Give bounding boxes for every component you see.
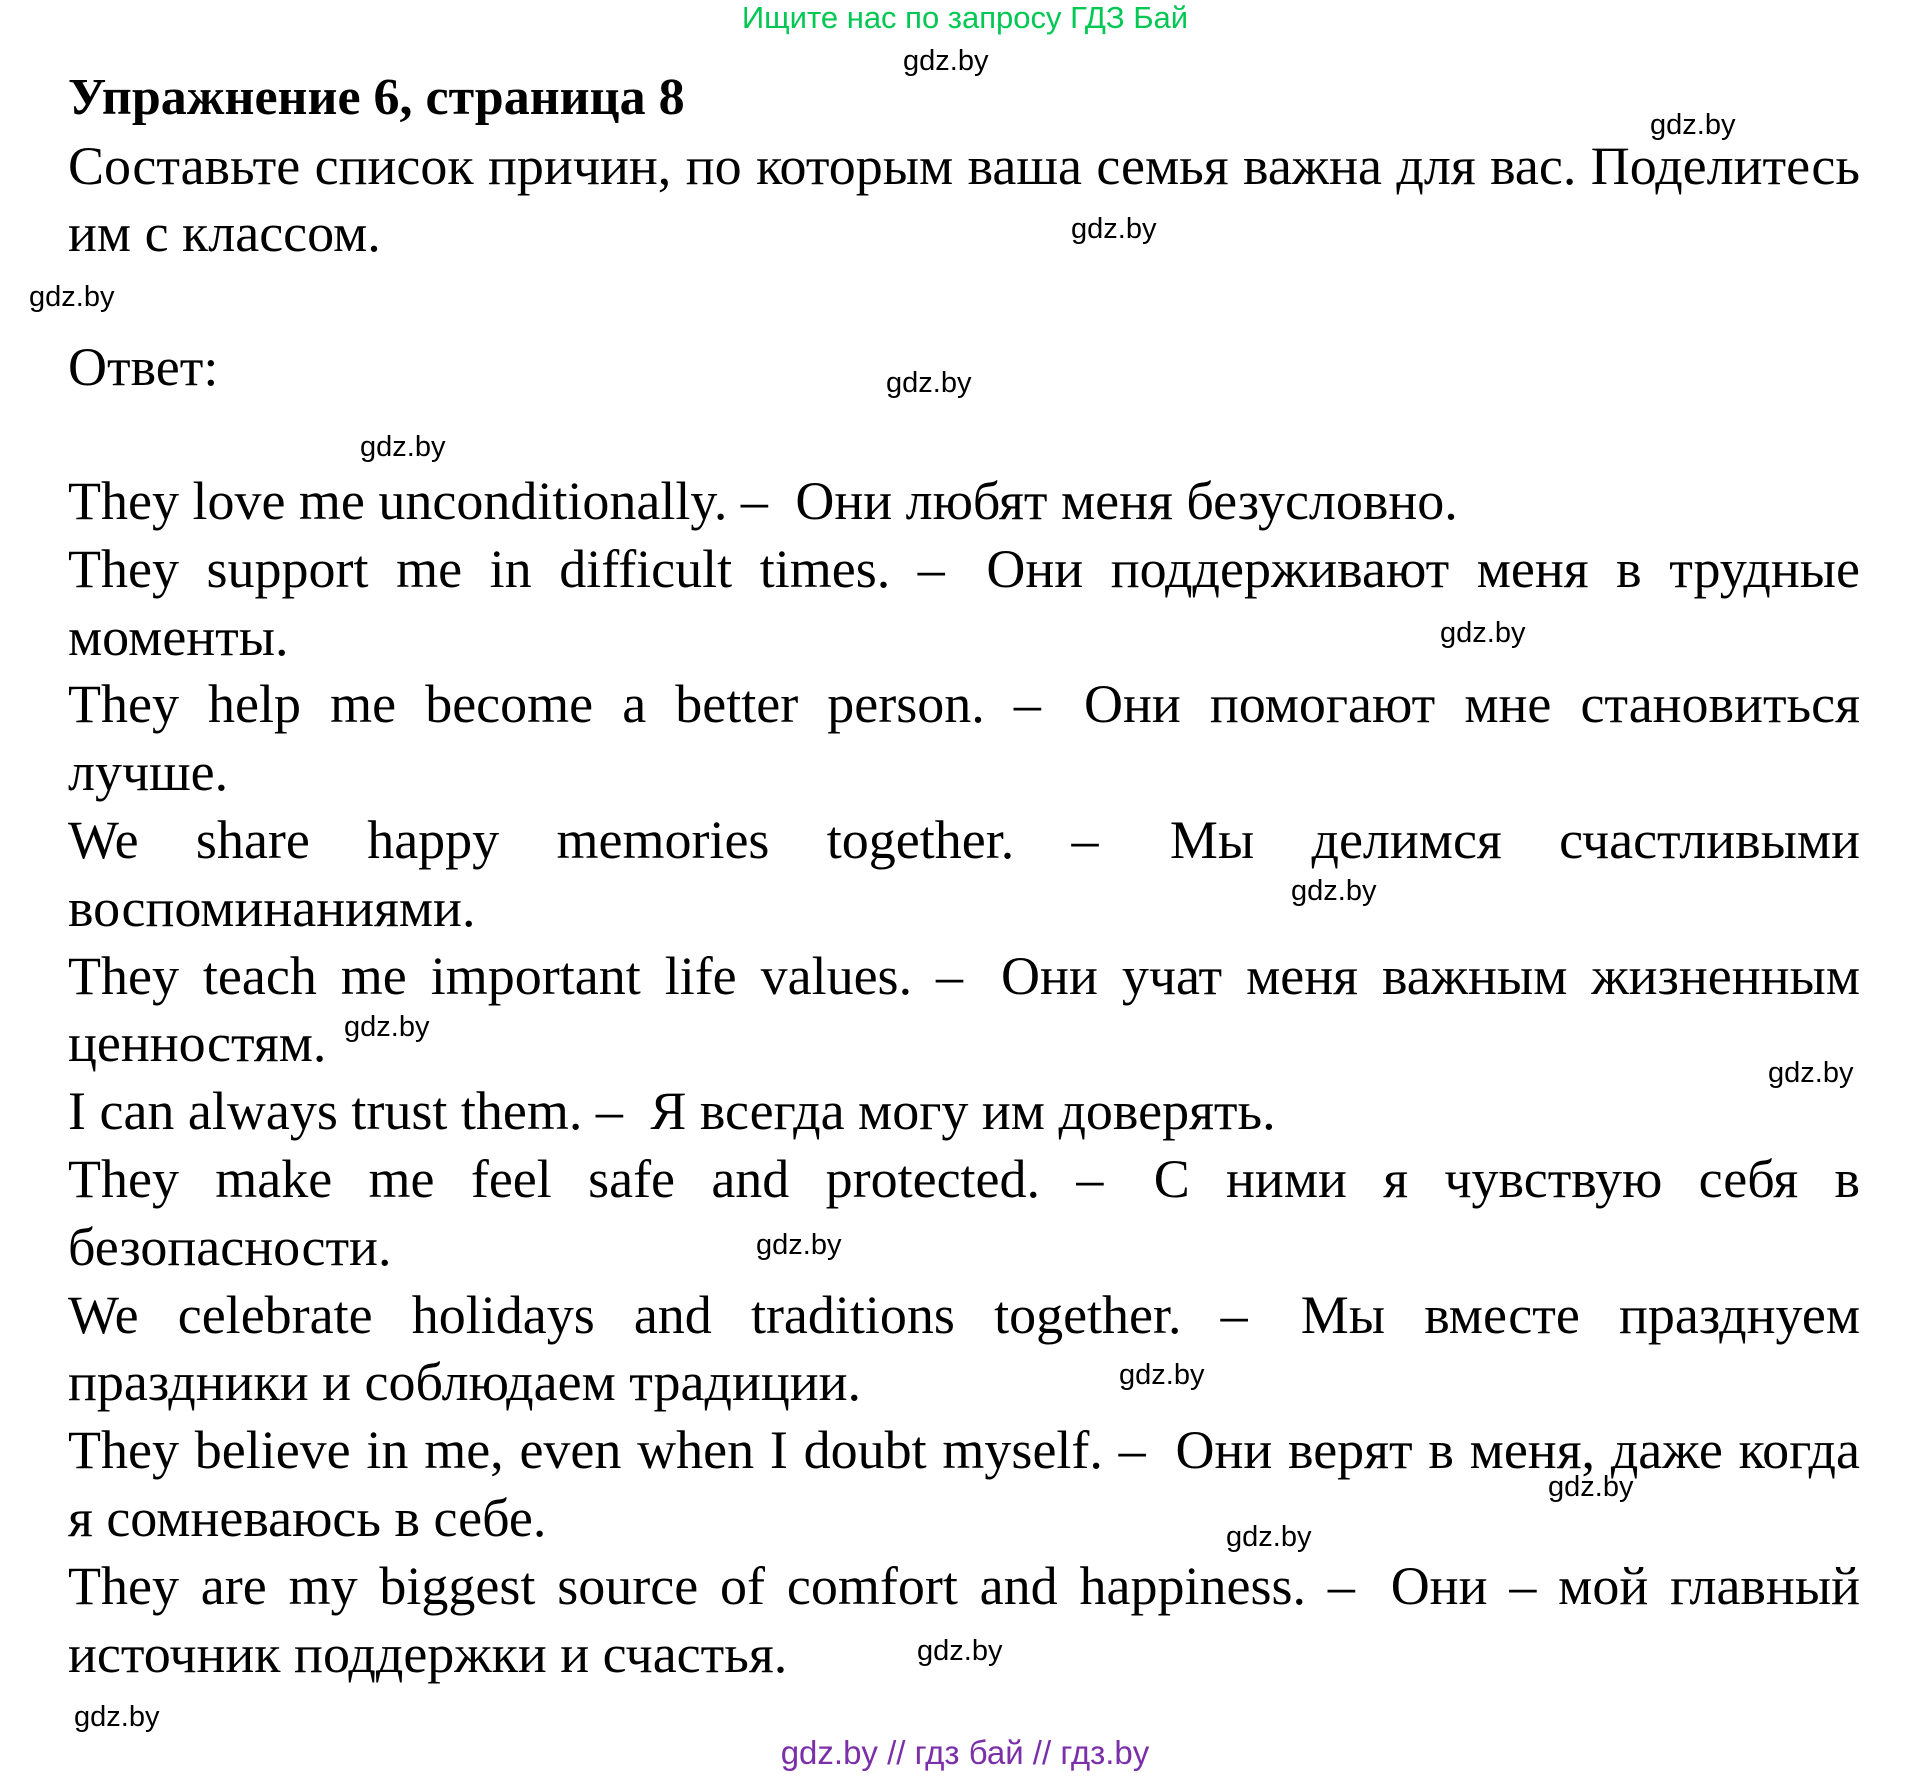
answer-english: They believe in me, even when I doubt myself. – xyxy=(68,1420,1146,1481)
watermark: gdz.by xyxy=(1071,213,1157,245)
answer-russian: Они верят в меня, даже когда я сомневаюсь в себе. xyxy=(68,1420,1861,1548)
watermark: gdz.by xyxy=(360,431,446,463)
watermark: gdz.by xyxy=(903,45,989,77)
watermark: gdz.by xyxy=(74,1701,160,1733)
answer-english: They make me feel safe and protected. – xyxy=(68,1148,1104,1209)
answer-list xyxy=(68,468,1860,1688)
answer-english: We celebrate holidays and traditions together. – xyxy=(68,1284,1248,1345)
watermark: gdz.by xyxy=(29,281,115,313)
answer-russian: Они любят меня безусловно. xyxy=(795,471,1458,531)
answer-russian: Они – мой главный источник поддержки и счастья. xyxy=(68,1555,1861,1684)
answer-english: I can always trust them. – xyxy=(68,1081,623,1142)
answer-item xyxy=(68,1553,1860,1689)
answer-label: Ответ: xyxy=(68,337,219,397)
footer-links: gdz.by // гдз бай // гдз.by xyxy=(780,1734,1150,1771)
watermark: gdz.by xyxy=(1548,1471,1634,1503)
answer-russian: Мы делимся счастливыми воспоминаниями. xyxy=(68,809,1860,938)
watermark: gdz.by xyxy=(917,1635,1003,1667)
answer-item xyxy=(68,671,1860,807)
answer-english: They are my biggest source of comfort and happiness. – xyxy=(68,1555,1355,1616)
answer-russian: Они поддерживают меня в трудные моменты. xyxy=(68,538,1861,667)
watermark: gdz.by xyxy=(1440,617,1526,649)
answer-item xyxy=(68,1146,1860,1282)
answer-russian: С ними я чувствую себя в безопасности. xyxy=(68,1148,1860,1277)
answer-english: They support me in difficult times. – xyxy=(68,538,945,599)
page-title: Упражнение 6, страница 8 xyxy=(68,69,685,126)
answer-english: We share happy memories together. – xyxy=(68,809,1099,870)
task-text: Составьте список причин, по которым ваша семья важна для вас. Поделитесь им с классом. xyxy=(68,136,1860,263)
answer-russian: Я всегда могу им доверять. xyxy=(650,1081,1276,1142)
answer-item xyxy=(68,807,1860,943)
watermark: gdz.by xyxy=(756,1229,842,1261)
search-banner: Ищите нас по запросу ГДЗ Бай xyxy=(741,0,1189,35)
answer-item xyxy=(68,1282,1860,1418)
answer-item xyxy=(68,468,1860,536)
answer-item xyxy=(68,943,1860,1079)
watermark: gdz.by xyxy=(1226,1521,1312,1553)
watermark: gdz.by xyxy=(1291,875,1377,907)
answer-russian: Мы вместе празднуем праздники и соблюдаем традиции. xyxy=(68,1284,1860,1413)
answer-english: They teach me important life values. – xyxy=(68,945,964,1006)
watermark: gdz.by xyxy=(1768,1057,1854,1089)
watermark: gdz.by xyxy=(344,1011,430,1043)
answer-item xyxy=(68,536,1860,672)
answer-russian: Они учат меня важным жизненным ценностям. xyxy=(68,945,1861,1074)
answer-item xyxy=(68,1078,1860,1146)
answer-russian: Они помогают мне становиться лучше. xyxy=(68,674,1860,803)
answer-english: They help me become a better person. – xyxy=(68,674,1041,735)
watermark: gdz.by xyxy=(1650,109,1736,141)
watermark: gdz.by xyxy=(886,367,972,399)
answer-english: They love me unconditionally. – xyxy=(68,471,768,531)
watermark: gdz.by xyxy=(1119,1359,1205,1391)
